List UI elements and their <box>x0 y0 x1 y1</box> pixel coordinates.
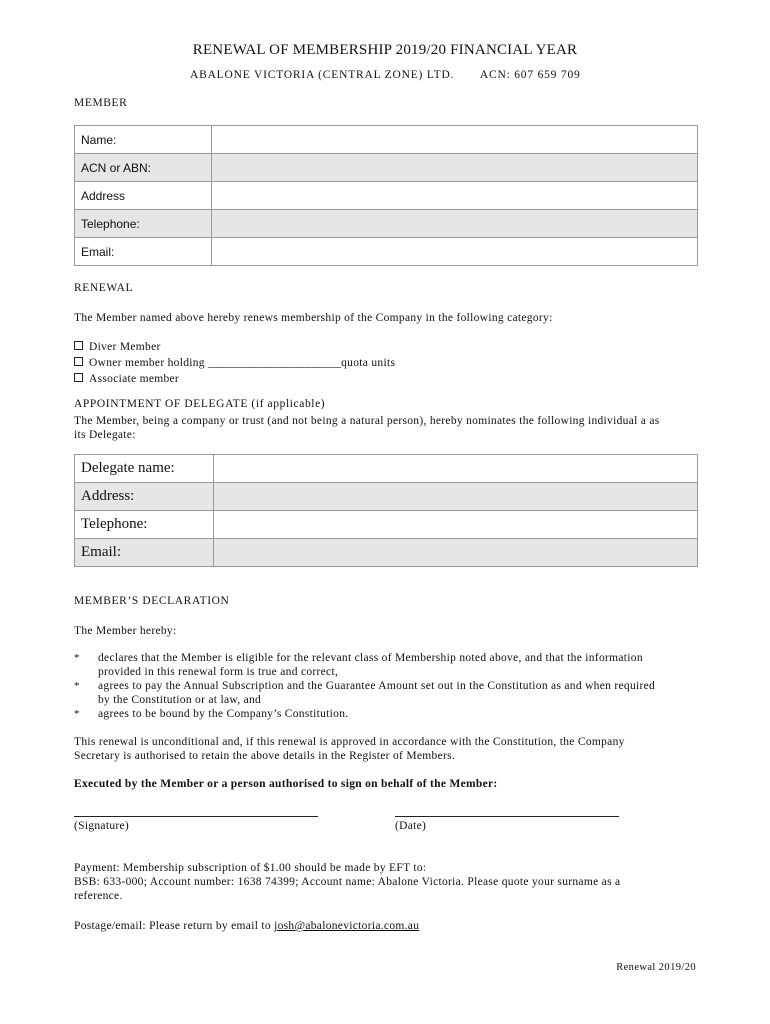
member-heading: MEMBER <box>74 97 128 109</box>
signature-label: (Signature) <box>74 820 130 832</box>
delegate-telephone-field[interactable] <box>214 511 698 539</box>
declaration-item-line: by the Constitution or at law, and <box>98 694 262 706</box>
return-email-link[interactable]: josh@abalonevictoria.com.au <box>274 920 420 932</box>
declaration-item-eligible <box>98 651 698 679</box>
declaration-intro: The Member hereby: <box>74 625 177 637</box>
bullet-marker: * <box>74 680 80 692</box>
delegate-address-field[interactable] <box>214 483 698 511</box>
unconditional-line-2: Secretary is authorised to retain the above details in the Register of Members. <box>74 750 456 762</box>
member-row-address <box>75 182 698 210</box>
member-name-label: Name: <box>75 126 212 154</box>
date-line[interactable] <box>395 816 619 817</box>
declaration-item-line: agrees to pay the Annual Subscription and the Guarantee Amount set out in the Constitution as and when required <box>98 680 656 692</box>
delegate-row-name <box>75 455 698 483</box>
renewal-intro: The Member named above hereby renews membership of the Company in the following category: <box>74 312 553 324</box>
member-address-field[interactable] <box>212 182 698 210</box>
declaration-heading: MEMBER’S DECLARATION <box>74 595 230 607</box>
delegate-row-email <box>75 539 698 567</box>
renewal-heading: RENEWAL <box>74 282 134 294</box>
payment-line-3: reference. <box>74 890 123 902</box>
form-title: RENEWAL OF MEMBERSHIP 2019/20 FINANCIAL YEAR <box>192 42 578 58</box>
unconditional-line-1: This renewal is unconditional and, if this renewal is approved in accordance with the Constitution, the Company <box>74 736 625 748</box>
company-line <box>190 69 581 81</box>
option-owner-member[interactable] <box>74 355 395 371</box>
renewal-category-options <box>74 339 395 387</box>
member-row-name <box>75 126 698 154</box>
date-label: (Date) <box>395 820 427 832</box>
delegate-intro-line-2: its Delegate: <box>74 429 136 441</box>
option-diver-member-label: Diver Member <box>89 341 161 353</box>
bullet-marker: * <box>74 708 80 720</box>
checkbox-associate-member[interactable] <box>74 373 83 382</box>
page-footer: Renewal 2019/20 <box>616 962 696 973</box>
declaration-item-bound <box>98 707 698 721</box>
member-row-acn <box>75 154 698 182</box>
signature-line[interactable] <box>74 816 318 817</box>
postage-line <box>74 919 419 934</box>
delegate-details-table <box>74 454 698 567</box>
member-acn-label: ACN or ABN: <box>75 154 212 182</box>
option-associate-member-label: Associate member <box>89 373 180 385</box>
delegate-name-field[interactable] <box>214 455 698 483</box>
member-telephone-field[interactable] <box>212 210 698 238</box>
checkbox-owner-member[interactable] <box>74 357 83 366</box>
declaration-item-line: declares that the Member is eligible for the relevant class of Membership noted above, and that the information <box>98 652 643 664</box>
company-name: ABALONE VICTORIA (CENTRAL ZONE) LTD. <box>190 69 455 81</box>
checkbox-diver-member[interactable] <box>74 341 83 350</box>
member-email-field[interactable] <box>212 238 698 266</box>
declaration-item-pay <box>98 679 698 707</box>
postage-prefix: Postage/email: Please return by email to <box>74 920 275 932</box>
member-telephone-label: Telephone: <box>75 210 212 238</box>
payment-line-1: Payment: Membership subscription of $1.00 should be made by EFT to: <box>74 862 427 874</box>
bullet-marker: * <box>74 652 80 664</box>
delegate-name-label: Delegate name: <box>75 455 214 483</box>
member-name-field[interactable] <box>212 126 698 154</box>
delegate-heading: APPOINTMENT OF DELEGATE (if applicable) <box>74 398 326 410</box>
member-row-email <box>75 238 698 266</box>
option-owner-member-label: Owner member holding ______________________quota units <box>89 357 396 369</box>
delegate-address-label: Address: <box>75 483 214 511</box>
delegate-telephone-label: Telephone: <box>75 511 214 539</box>
delegate-intro-line-1: The Member, being a company or trust (and not being a natural person), hereby nominates the following individual a as <box>74 415 660 427</box>
delegate-row-telephone <box>75 511 698 539</box>
declaration-item-line: provided in this renewal form is true and correct, <box>98 666 339 678</box>
member-details-table <box>74 125 698 266</box>
member-row-telephone <box>75 210 698 238</box>
delegate-email-label: Email: <box>75 539 214 567</box>
member-address-label: Address <box>75 182 212 210</box>
company-acn: ACN: 607 659 709 <box>479 69 581 81</box>
delegate-email-field[interactable] <box>214 539 698 567</box>
option-associate-member[interactable] <box>74 371 395 387</box>
declaration-item-line: agrees to be bound by the Company’s Constitution. <box>98 708 349 720</box>
member-email-label: Email: <box>75 238 212 266</box>
payment-line-2: BSB: 633-000; Account number: 1638 74399; Account name: Abalone Victoria. Please quote your surname as a <box>74 876 621 888</box>
execution-heading: Executed by the Member or a person authorised to sign on behalf of the Member: <box>74 778 498 790</box>
member-acn-field[interactable] <box>212 154 698 182</box>
option-diver-member[interactable] <box>74 339 395 355</box>
delegate-row-address <box>75 483 698 511</box>
